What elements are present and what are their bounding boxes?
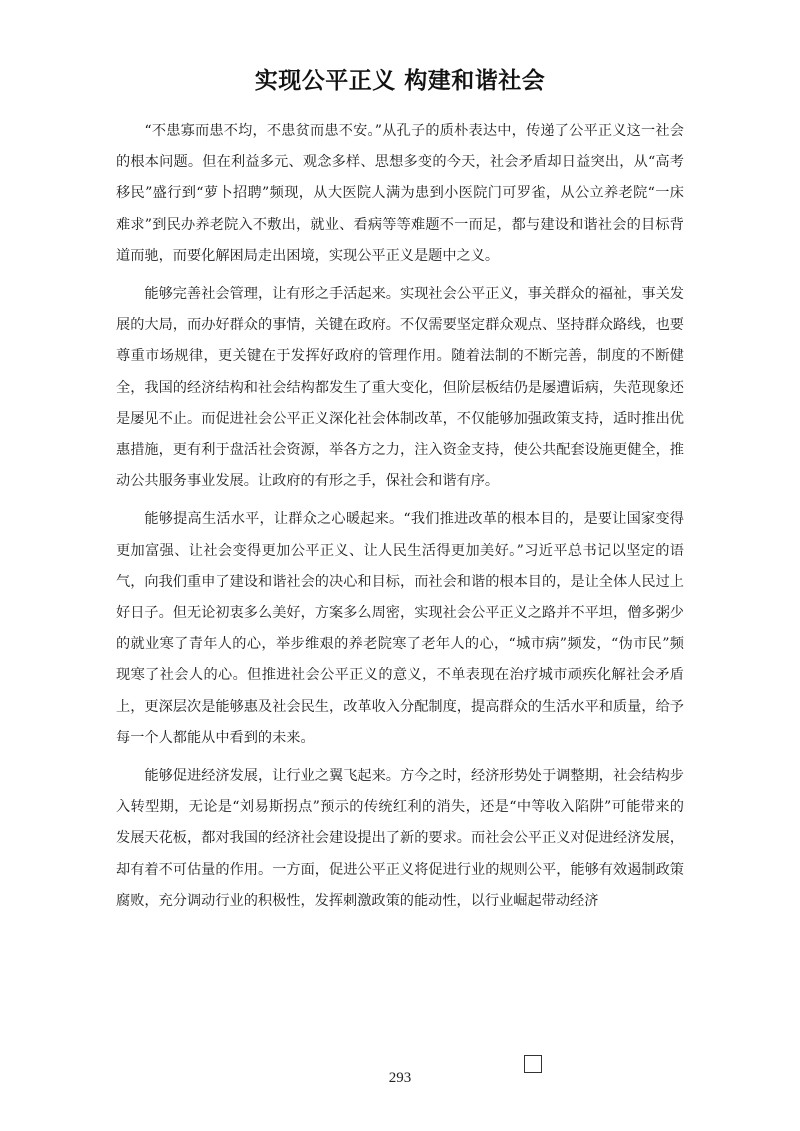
page-title: 实现公平正义 构建和谐社会 bbox=[254, 68, 546, 94]
paragraph: “不患寡而患不均，不患贫而患不安。”从孔子的质朴表达中，传递了公平正义这一社会的根本问题。但在利益多元、观念多样、思想多变的今天，社会矛盾却日益突出，从“高考移民”盛行到“萝卜招聘”频现，从大医院人满为患到小医院门可罗雀，从公立养老院“一床难求”到民办养老院入不敷出，就业、看病等等难题不一而足，都与建设和谐社会的目标背道而驰，而要化解困局走出困境，实现公平正义是题中之义。 bbox=[116, 123, 684, 264]
article-body bbox=[116, 116, 684, 924]
paragraph: 能够促进经济发展，让行业之翼飞起来。方今之时，经济形势处于调整期，社会结构步入转型期，无论是“刘易斯拐点”预示的传统红利的消失，还是“中等收入陷阱”可能带来的发展天花板，都对我国的经济社会建设提出了新的要求。而社会公平正义对促进经济发展，却有着不可估量的作用。一方面，促进公平正义将促进行业的规则公平，能够有效遏制政策腐败，充分调动行业的积极性，发挥刺激政策的能动性，以行业崛起带动经济 bbox=[116, 768, 684, 909]
paragraph: 能够提高生活水平，让群众之心暖起来。“我们推进改革的根本目的，是要让国家变得更加富强、让社会变得更加公平正义、让人民生活得更加美好。”习近平总书记以坚定的语气，向我们重申了建设和谐社会的决心和目标，而社会和谐的根本目的，是让全体人民过上好日子。但无论初衷多么美好，方案多么周密，实现社会公平正义之路并不平坦，僧多粥少的就业寒了青年人的心，举步维艰的养老院寒了老年人的心，“城市病”频发，“伪市民”频现寒了社会人的心。但推进社会公平正义的意义，不单表现在治疗城市顽疾化解社会矛盾上，更深层次是能够惠及社会民生，改革收入分配制度，提高群众的生活水平和质量，给予每一个人都能从中看到的未来。 bbox=[116, 511, 684, 746]
page-number: 293 bbox=[388, 1070, 412, 1086]
paragraph: 能够完善社会管理，让有形之手活起来。实现社会公平正义，事关群众的福祉，事关发展的大局，而办好群众的事情，关键在政府。不仅需要坚定群众观点、坚持群众路线，也要尊重市场规律，更关键在于发挥好政府的管理作用。随着法制的不断完善，制度的不断健全，我国的经济结构和社会结构都发生了重大变化，但阶层板结仍是屡遭诟病，失范现象还是屡见不止。而促进社会公平正义深化社会体制改革，不仅能够加强政策支持，适时推出优惠措施，更有利于盘活社会资源，举各方之力，注入资金支持，使公共配套设施更健全，推动公共服务事业发展。让政府的有形之手，保社会和谐有序。 bbox=[116, 286, 684, 490]
